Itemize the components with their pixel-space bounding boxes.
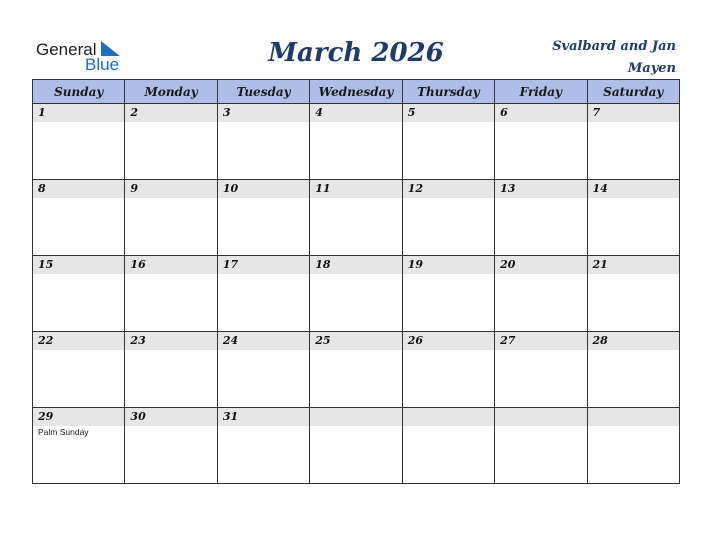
day-number: 15 bbox=[33, 256, 124, 274]
week-row bbox=[33, 256, 680, 332]
day-cell bbox=[33, 332, 125, 408]
day-cell bbox=[217, 104, 309, 180]
day-number bbox=[403, 408, 494, 426]
day-cell bbox=[495, 408, 587, 484]
day-cell bbox=[310, 104, 402, 180]
day-cell bbox=[402, 332, 494, 408]
day-number: 29 bbox=[33, 408, 124, 426]
day-cell bbox=[402, 104, 494, 180]
day-number: 19 bbox=[403, 256, 494, 274]
day-cell bbox=[125, 332, 217, 408]
day-number: 6 bbox=[495, 104, 586, 122]
day-cell bbox=[495, 332, 587, 408]
day-number: 7 bbox=[588, 104, 679, 122]
day-number: 2 bbox=[125, 104, 216, 122]
day-cell bbox=[402, 256, 494, 332]
day-number: 27 bbox=[495, 332, 586, 350]
holiday-label: Palm Sunday bbox=[38, 427, 89, 437]
day-number: 12 bbox=[403, 180, 494, 198]
day-cell bbox=[33, 256, 125, 332]
day-cell bbox=[217, 408, 309, 484]
weekday-header: Saturday bbox=[587, 80, 679, 104]
day-cell bbox=[495, 180, 587, 256]
day-cell bbox=[587, 256, 679, 332]
day-cell bbox=[495, 104, 587, 180]
day-number: 31 bbox=[218, 408, 309, 426]
logo-text-general: General bbox=[36, 40, 97, 59]
day-number: 1 bbox=[33, 104, 124, 122]
calendar-grid bbox=[32, 79, 680, 484]
day-cell bbox=[402, 408, 494, 484]
weekday-header: Thursday bbox=[402, 80, 494, 104]
day-number: 23 bbox=[125, 332, 216, 350]
day-number: 28 bbox=[588, 332, 679, 350]
day-cell bbox=[125, 180, 217, 256]
day-number: 30 bbox=[125, 408, 216, 426]
day-number: 22 bbox=[33, 332, 124, 350]
day-cell bbox=[125, 408, 217, 484]
day-number: 16 bbox=[125, 256, 216, 274]
day-cell bbox=[587, 332, 679, 408]
day-number: 14 bbox=[588, 180, 679, 198]
weekday-header: Sunday bbox=[33, 80, 125, 104]
day-number bbox=[310, 408, 401, 426]
day-number: 10 bbox=[218, 180, 309, 198]
day-cell bbox=[33, 104, 125, 180]
day-cell bbox=[310, 256, 402, 332]
week-row bbox=[33, 332, 680, 408]
weekday-header: Friday bbox=[495, 80, 587, 104]
region-name: Svalbard and Jan Mayen bbox=[552, 39, 676, 76]
day-cell bbox=[587, 180, 679, 256]
day-number bbox=[495, 408, 586, 426]
day-number: 20 bbox=[495, 256, 586, 274]
day-number: 18 bbox=[310, 256, 401, 274]
day-number: 5 bbox=[403, 104, 494, 122]
day-number: 3 bbox=[218, 104, 309, 122]
day-number: 25 bbox=[310, 332, 401, 350]
day-number: 13 bbox=[495, 180, 586, 198]
day-cell bbox=[125, 256, 217, 332]
day-cell bbox=[33, 180, 125, 256]
day-cell bbox=[33, 408, 125, 484]
day-number: 4 bbox=[310, 104, 401, 122]
day-cell bbox=[587, 408, 679, 484]
day-cell bbox=[402, 180, 494, 256]
day-number: 17 bbox=[218, 256, 309, 274]
day-cell bbox=[587, 104, 679, 180]
day-number: 11 bbox=[310, 180, 401, 198]
week-row bbox=[33, 180, 680, 256]
weekday-header: Wednesday bbox=[310, 80, 402, 104]
day-number: 8 bbox=[33, 180, 124, 198]
day-cell bbox=[310, 408, 402, 484]
logo-text-blue: Blue bbox=[85, 55, 120, 74]
day-number: 21 bbox=[588, 256, 679, 274]
day-number: 9 bbox=[125, 180, 216, 198]
calendar-title: March 2026 bbox=[268, 38, 444, 68]
day-number: 24 bbox=[218, 332, 309, 350]
weekday-header-row bbox=[33, 80, 680, 104]
week-row bbox=[33, 104, 680, 180]
weekday-header: Monday bbox=[125, 80, 217, 104]
day-cell bbox=[217, 332, 309, 408]
day-cell bbox=[310, 180, 402, 256]
day-number: 26 bbox=[403, 332, 494, 350]
day-cell bbox=[125, 104, 217, 180]
day-cell bbox=[310, 332, 402, 408]
generalblue-logo bbox=[36, 40, 136, 74]
day-cell bbox=[217, 256, 309, 332]
week-row bbox=[33, 408, 680, 484]
day-cell bbox=[495, 256, 587, 332]
weekday-header: Tuesday bbox=[217, 80, 309, 104]
day-cell bbox=[217, 180, 309, 256]
day-number bbox=[588, 408, 679, 426]
